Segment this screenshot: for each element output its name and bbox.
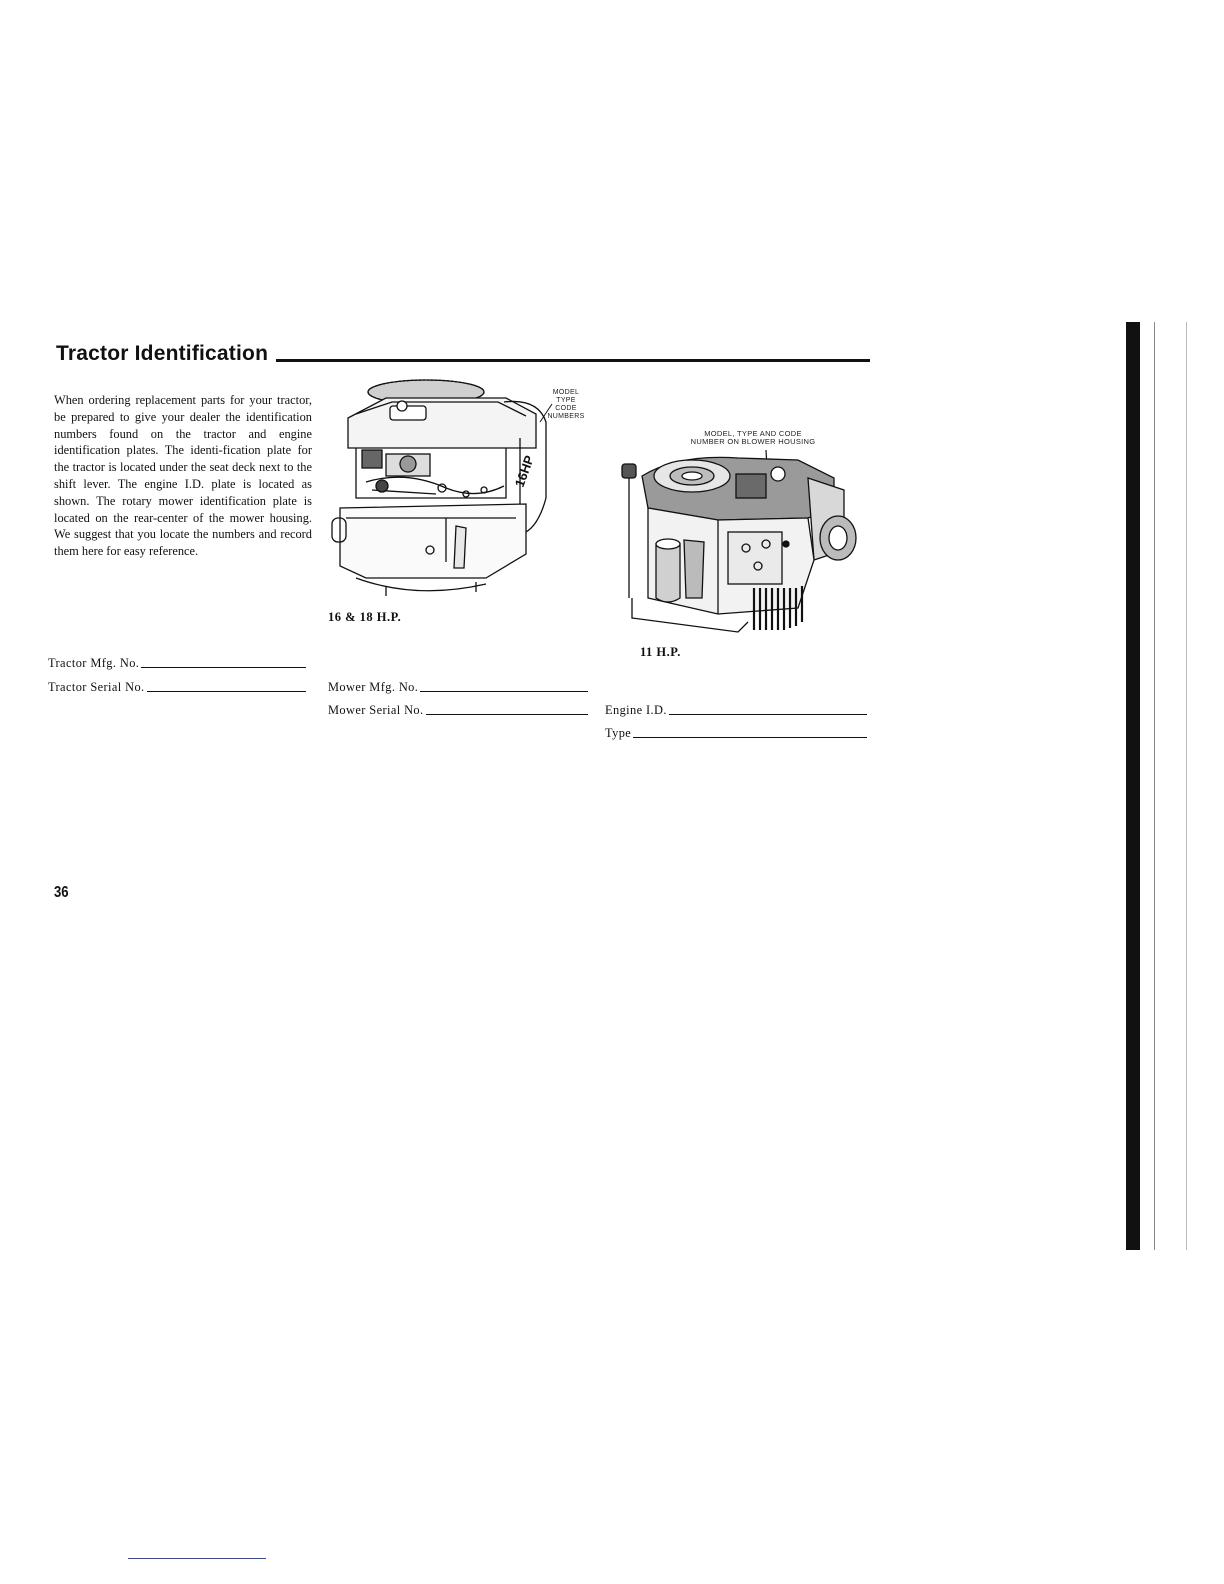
type-line[interactable] [633, 737, 867, 738]
right-callout [668, 430, 838, 446]
page-number: 36 [54, 884, 69, 901]
engine-id-field[interactable] [605, 703, 867, 718]
left-figure-caption: 16 & 18 H.P. [328, 610, 402, 624]
mower-serial-field[interactable] [328, 703, 588, 718]
left-callout-line: CODE [555, 405, 577, 412]
engine-id-line[interactable] [669, 714, 867, 715]
right-callout-line: MODEL, TYPE AND CODE [704, 429, 802, 438]
engine-16-18hp-illustration [326, 378, 560, 600]
intro-paragraph: When ordering replacement parts for your tractor, be prepared to give your dealer the identification numbers found on the tractor and engine identification plates. The identi-fication plate for the tractor is located under the seat deck next to the shift lever. The engine I.D. plate is located as shown. The rotary mower identification plate is located on the rear-center of the mower housing. We suggest that you locate the numbers and record them here for easy reference. [54, 393, 312, 559]
tractor-serial-line[interactable] [147, 691, 306, 692]
left-callout-line: MODEL [552, 389, 580, 396]
type-label: Type [605, 726, 632, 740]
section-title: Tractor Identification [56, 342, 269, 365]
single-cylinder-engine-icon [618, 448, 864, 634]
engine-11hp-illustration [618, 448, 864, 634]
tractor-serial-label: Tractor Serial No. [48, 680, 145, 694]
engine-badge: 16HP [511, 453, 537, 490]
title-rule [276, 359, 870, 362]
tractor-serial-field[interactable] [48, 680, 306, 695]
type-field[interactable] [605, 726, 867, 741]
left-callout [544, 389, 588, 421]
mower-mfg-field[interactable] [328, 680, 588, 695]
twin-cylinder-engine-icon [326, 378, 560, 600]
engine-id-label: Engine I.D. [605, 703, 667, 717]
right-callout-line: NUMBER ON BLOWER HOUSING [690, 437, 816, 446]
left-callout-line: NUMBERS [547, 413, 585, 420]
mower-serial-label: Mower Serial No. [328, 703, 424, 717]
mower-mfg-label: Mower Mfg. No. [328, 680, 419, 694]
tractor-mfg-line[interactable] [141, 667, 306, 668]
mower-serial-line[interactable] [426, 714, 588, 715]
bottom-rule [128, 1558, 266, 1559]
left-callout-line: TYPE [556, 397, 576, 404]
tractor-mfg-label: Tractor Mfg. No. [48, 656, 140, 670]
mower-mfg-line[interactable] [420, 691, 588, 692]
right-figure-caption: 11 H.P. [640, 645, 681, 659]
scan-edge-bar [1126, 322, 1140, 1250]
scan-edge-line [1154, 322, 1155, 1250]
tractor-mfg-field[interactable] [48, 656, 306, 671]
scan-edge-line [1186, 322, 1187, 1250]
